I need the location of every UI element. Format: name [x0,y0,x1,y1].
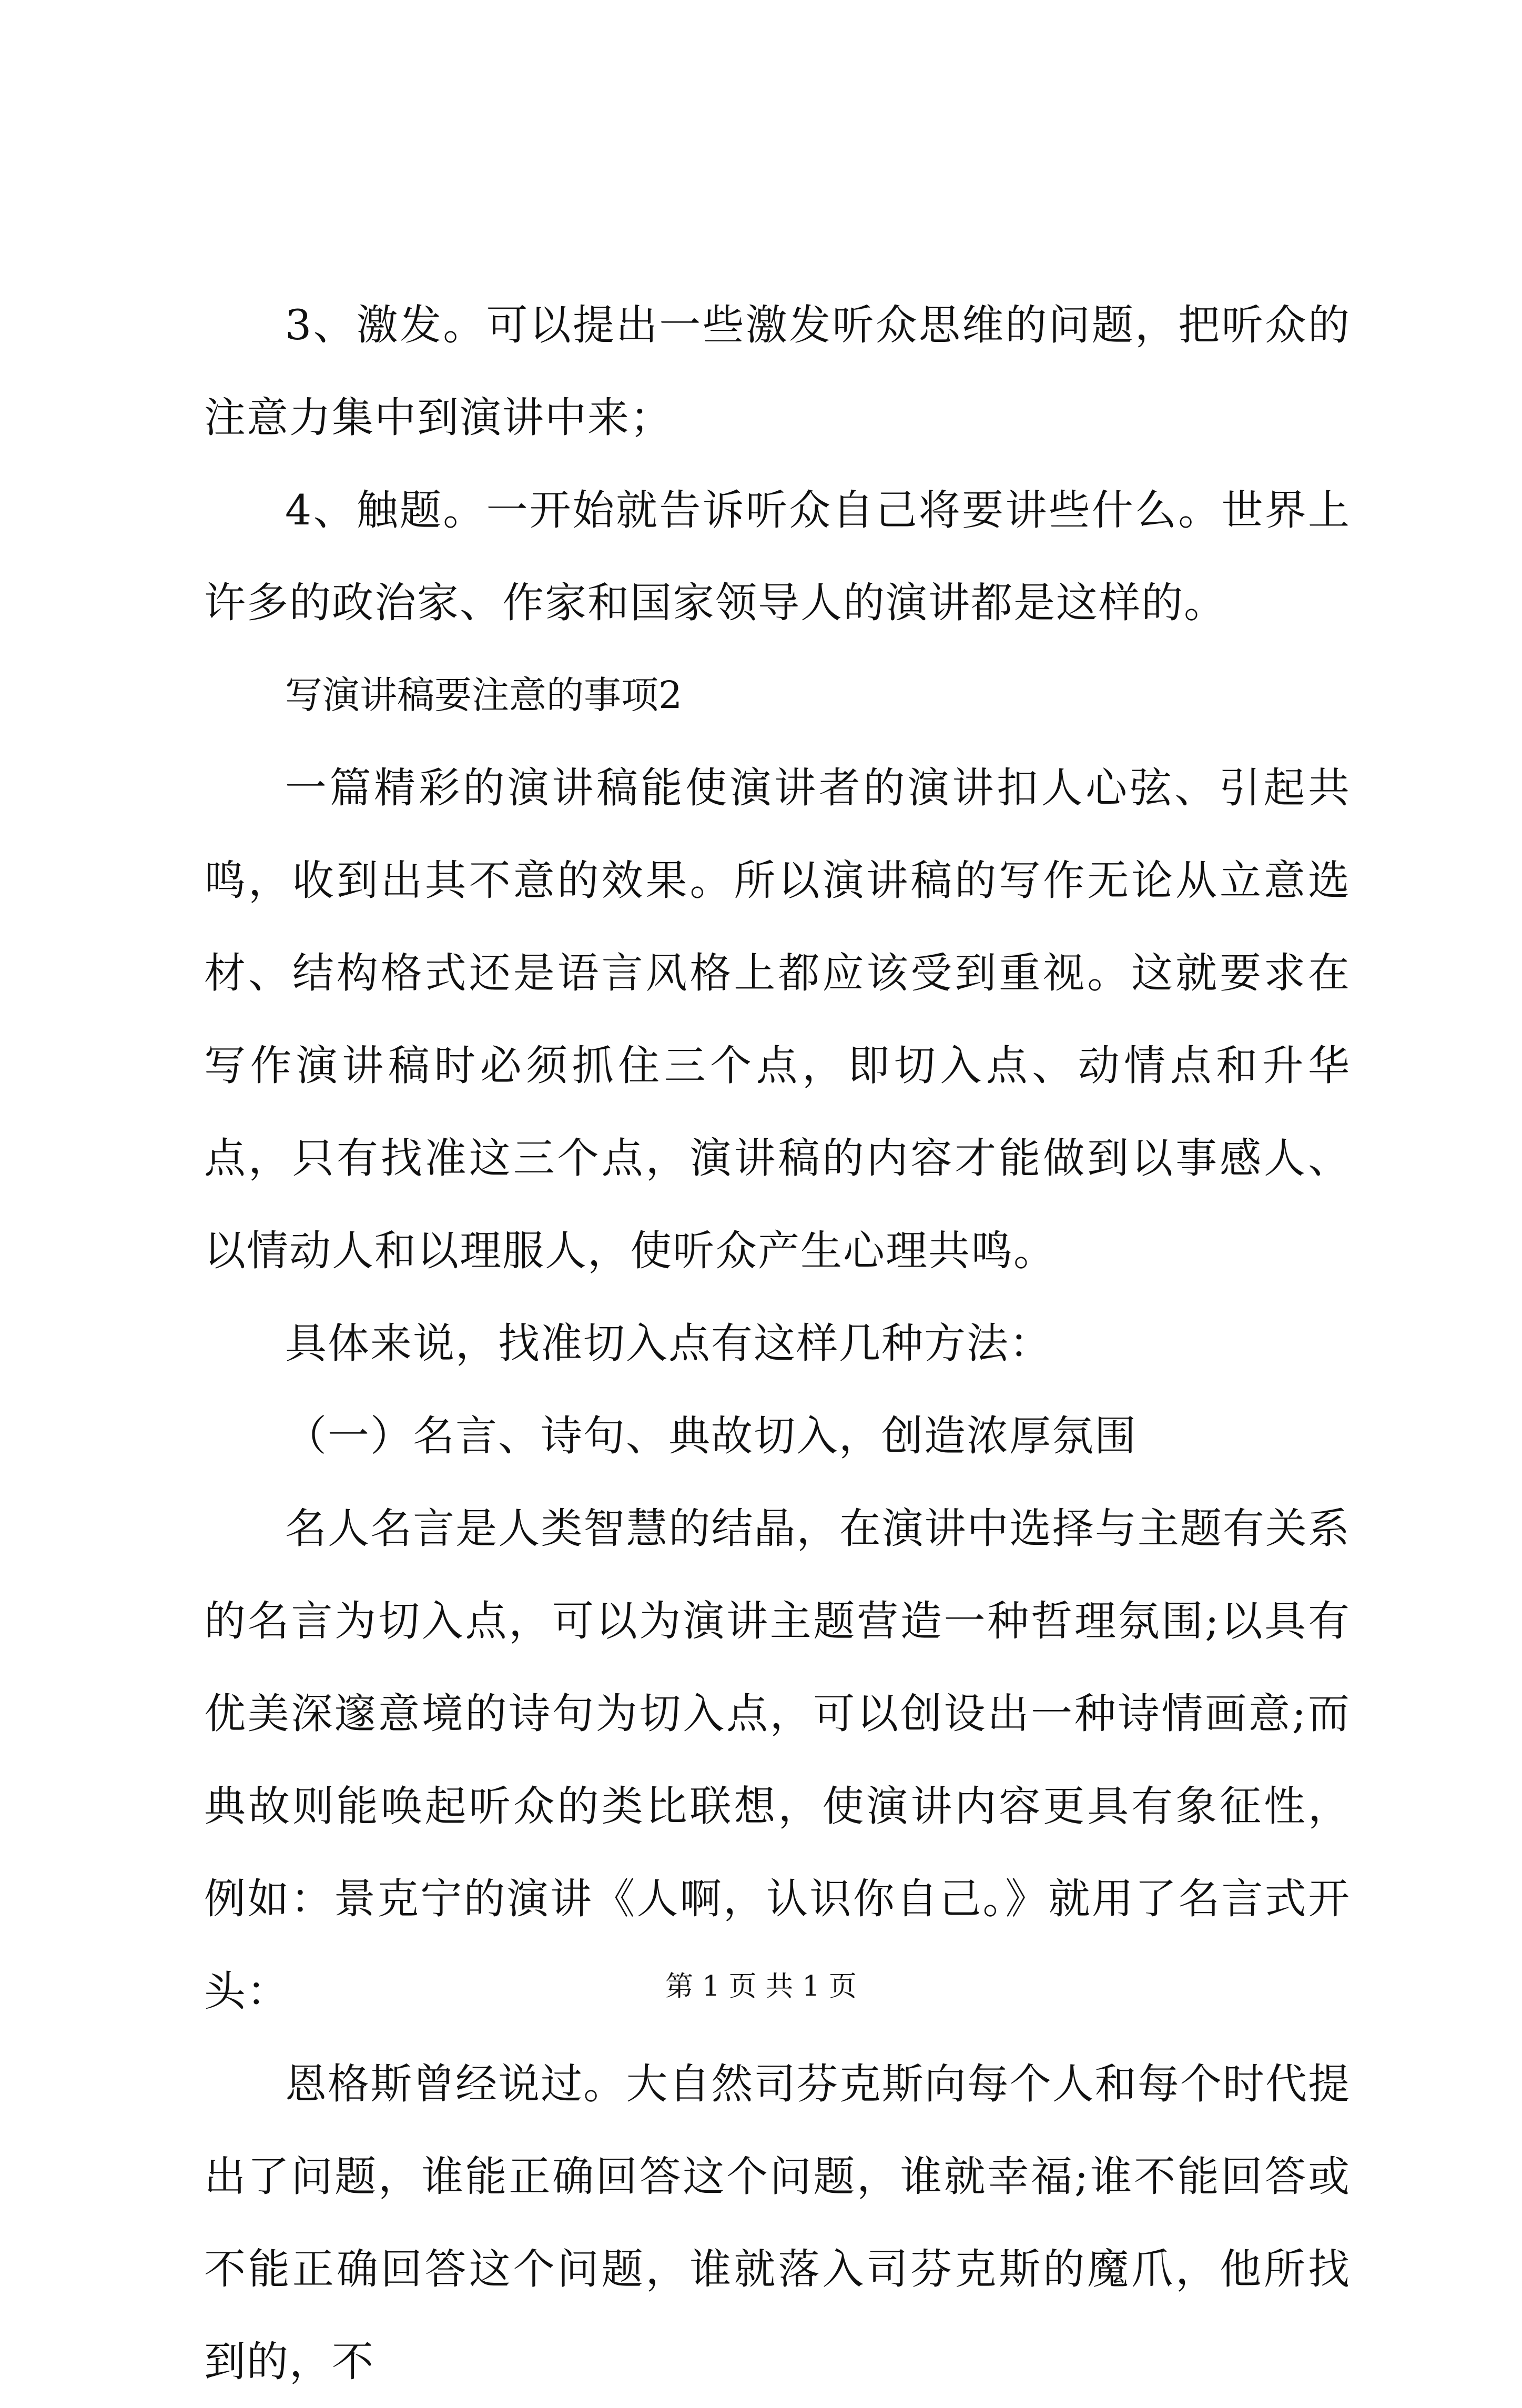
section-heading: 写演讲稿要注意的事项2 [285,673,683,717]
paragraph-point-3: 3、激发。可以提出一些激发听众思维的问题，把听众的注意力集中到演讲中来； [204,301,1351,442]
paragraph-quotes: 名人名言是人类智慧的结晶，在演讲中选择与主题有关系的名言为切入点，可以为演讲主题营造一种哲理氛围;以具有优美深邃意境的诗句为切入点，可以创设出一种诗情画意;而典故则能唤起听众的类比联想，使演讲内容更具有象征性，例如：景克宁的演讲《人啊，认识你自己。》就用了名言式开头： [204,1504,1351,2016]
document-body [204,279,1351,2408]
paragraph-intro: 一篇精彩的演讲稿能使演讲者的演讲扣人心弦、引起共鸣，收到出其不意的效果。所以演讲稿的写作无论从立意选材、结构格式还是语言风格上都应该受到重视。这就要求在写作演讲稿时必须抓住三个点，即切入点、动情点和升华点，只有找准这三个点，演讲稿的内容才能做到以事感人、以情动人和以理服人，使听众产生心理共鸣。 [204,764,1351,1275]
paragraph-point-4: 4、触题。一开始就告诉听众自己将要讲些什么。世界上许多的政治家、作家和国家领导人的演讲都是这样的。 [204,486,1351,627]
page-footer: 第 1 页 共 1 页 [665,1970,857,2002]
paragraph-engels: 恩格斯曾经说过。大自然司芬克斯向每个人和每个时代提出了问题，谁能正确回答这个问题，谁就幸福;谁不能回答或不能正确回答这个问题，谁就落入司芬克斯的魔爪，他所找到的，不 [204,2060,1351,2386]
paragraph-methods-lead: 具体来说，找准切入点有这样几种方法： [285,1319,1052,1368]
subheading-method-1: （一）名言、诗句、典故切入，创造浓厚氛围 [285,1412,1137,1460]
